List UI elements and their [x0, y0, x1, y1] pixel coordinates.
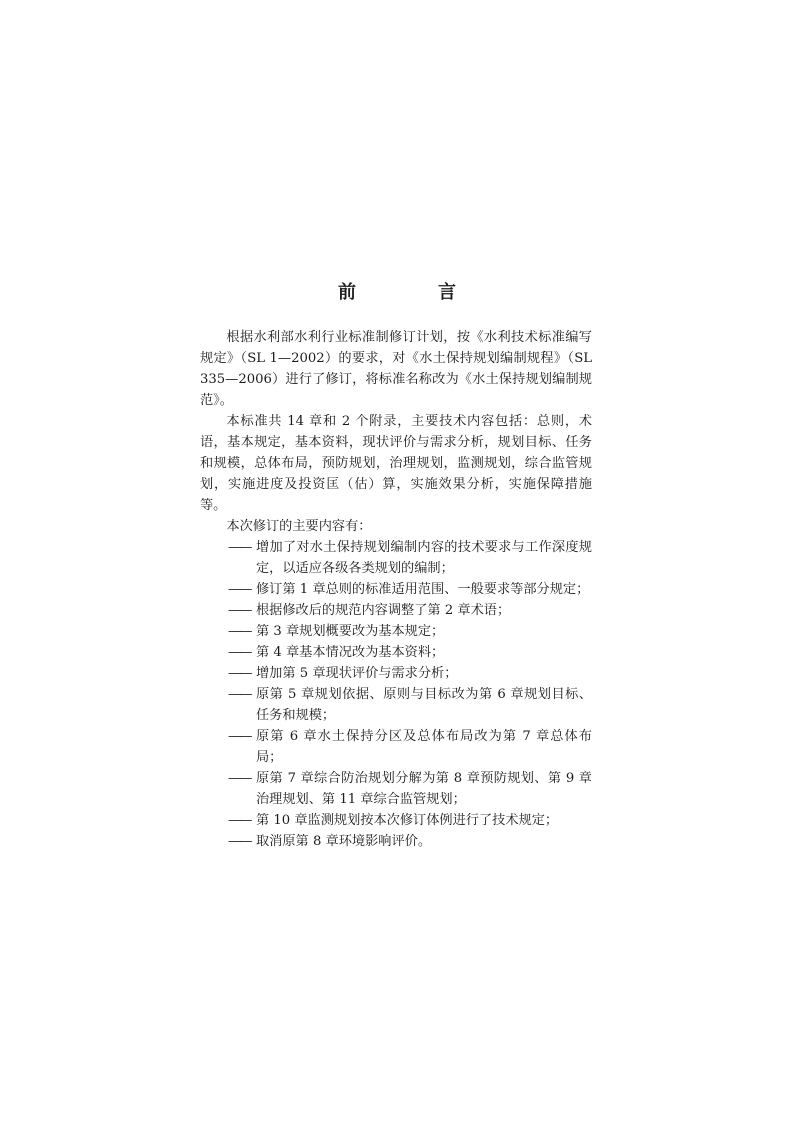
- dash-marker: ——: [228, 624, 251, 639]
- list-item-text: 增加了对水土保持规划编制内容的技术要求与工作深度规定，以适应各级各类规划的编制；: [256, 540, 592, 576]
- list-item-text: 根据修改后的规范内容调整了第 2 章术语；: [256, 603, 511, 618]
- paragraph-revision-intro: 本次修订的主要内容有：: [226, 519, 372, 534]
- dash-marker: ——: [228, 687, 251, 702]
- list-item: [200, 663, 592, 684]
- dash-marker: ——: [228, 645, 251, 660]
- revision-list: [200, 537, 592, 852]
- list-item: [200, 684, 592, 726]
- list-item: [200, 621, 592, 642]
- list-item: [200, 831, 592, 852]
- dash-marker: ——: [228, 771, 251, 786]
- dash-marker: ——: [228, 729, 251, 744]
- list-item-text: 第 3 章规划概要改为基本规定；: [256, 624, 445, 639]
- list-item: [200, 642, 592, 663]
- paragraph-content-summary: 本标准共 14 章和 2 个附录，主要技术内容包括：总则，术语，基本规定，基本资料，现状评价与需求分析，规划目标、任务和规模，总体布局，预防规划，治理规划，监测规划，综合监管规划，实施进度及投资匡（估）算，实施效果分析，实施保障措施等。: [200, 414, 592, 513]
- list-item: [200, 579, 592, 600]
- list-item: [200, 537, 592, 579]
- page-title: 前 言: [338, 282, 488, 303]
- list-item-text: 原第 6 章水土保持分区及总体布局改为第 7 章总体布局；: [256, 729, 592, 765]
- dash-marker: ——: [228, 540, 251, 555]
- dash-marker: ——: [228, 834, 251, 849]
- list-item: [200, 810, 592, 831]
- preface-body: [200, 327, 592, 852]
- list-item-text: 第 4 章基本情况改为基本资料；: [256, 645, 445, 660]
- list-item-text: 取消原第 8 章环境影响评价。: [256, 834, 432, 849]
- list-item-text: 增加第 5 章现状评价与需求分析；: [256, 666, 458, 681]
- dash-marker: ——: [228, 603, 251, 618]
- list-item-text: 修订第 1 章总则的标准适用范围、一般要求等部分规定；: [256, 582, 590, 597]
- list-item-text: 原第 5 章规划依据、原则与目标改为第 6 章规划目标、任务和规模；: [256, 687, 592, 723]
- dash-marker: ——: [228, 666, 251, 681]
- list-item: [200, 768, 592, 810]
- list-item: [200, 600, 592, 621]
- list-item: [200, 726, 592, 768]
- dash-marker: ——: [228, 582, 251, 597]
- paragraph-revision-basis: 根据水利部水利行业标准制修订计划，按《水利技术标准编写规定》（SL 1—2002）的要求，对《水土保持规划编制规程》（SL 335—2006）进行了修订，将标准名称改为《水土保持规划编制规范》。: [200, 330, 592, 408]
- list-item-text: 原第 7 章综合防治规划分解为第 8 章预防规划、第 9 章治理规划、第 11 章综合监管规划；: [256, 771, 592, 807]
- dash-marker: ——: [228, 813, 251, 828]
- list-item-text: 第 10 章监测规划按本次修订体例进行了技术规定；: [256, 813, 559, 828]
